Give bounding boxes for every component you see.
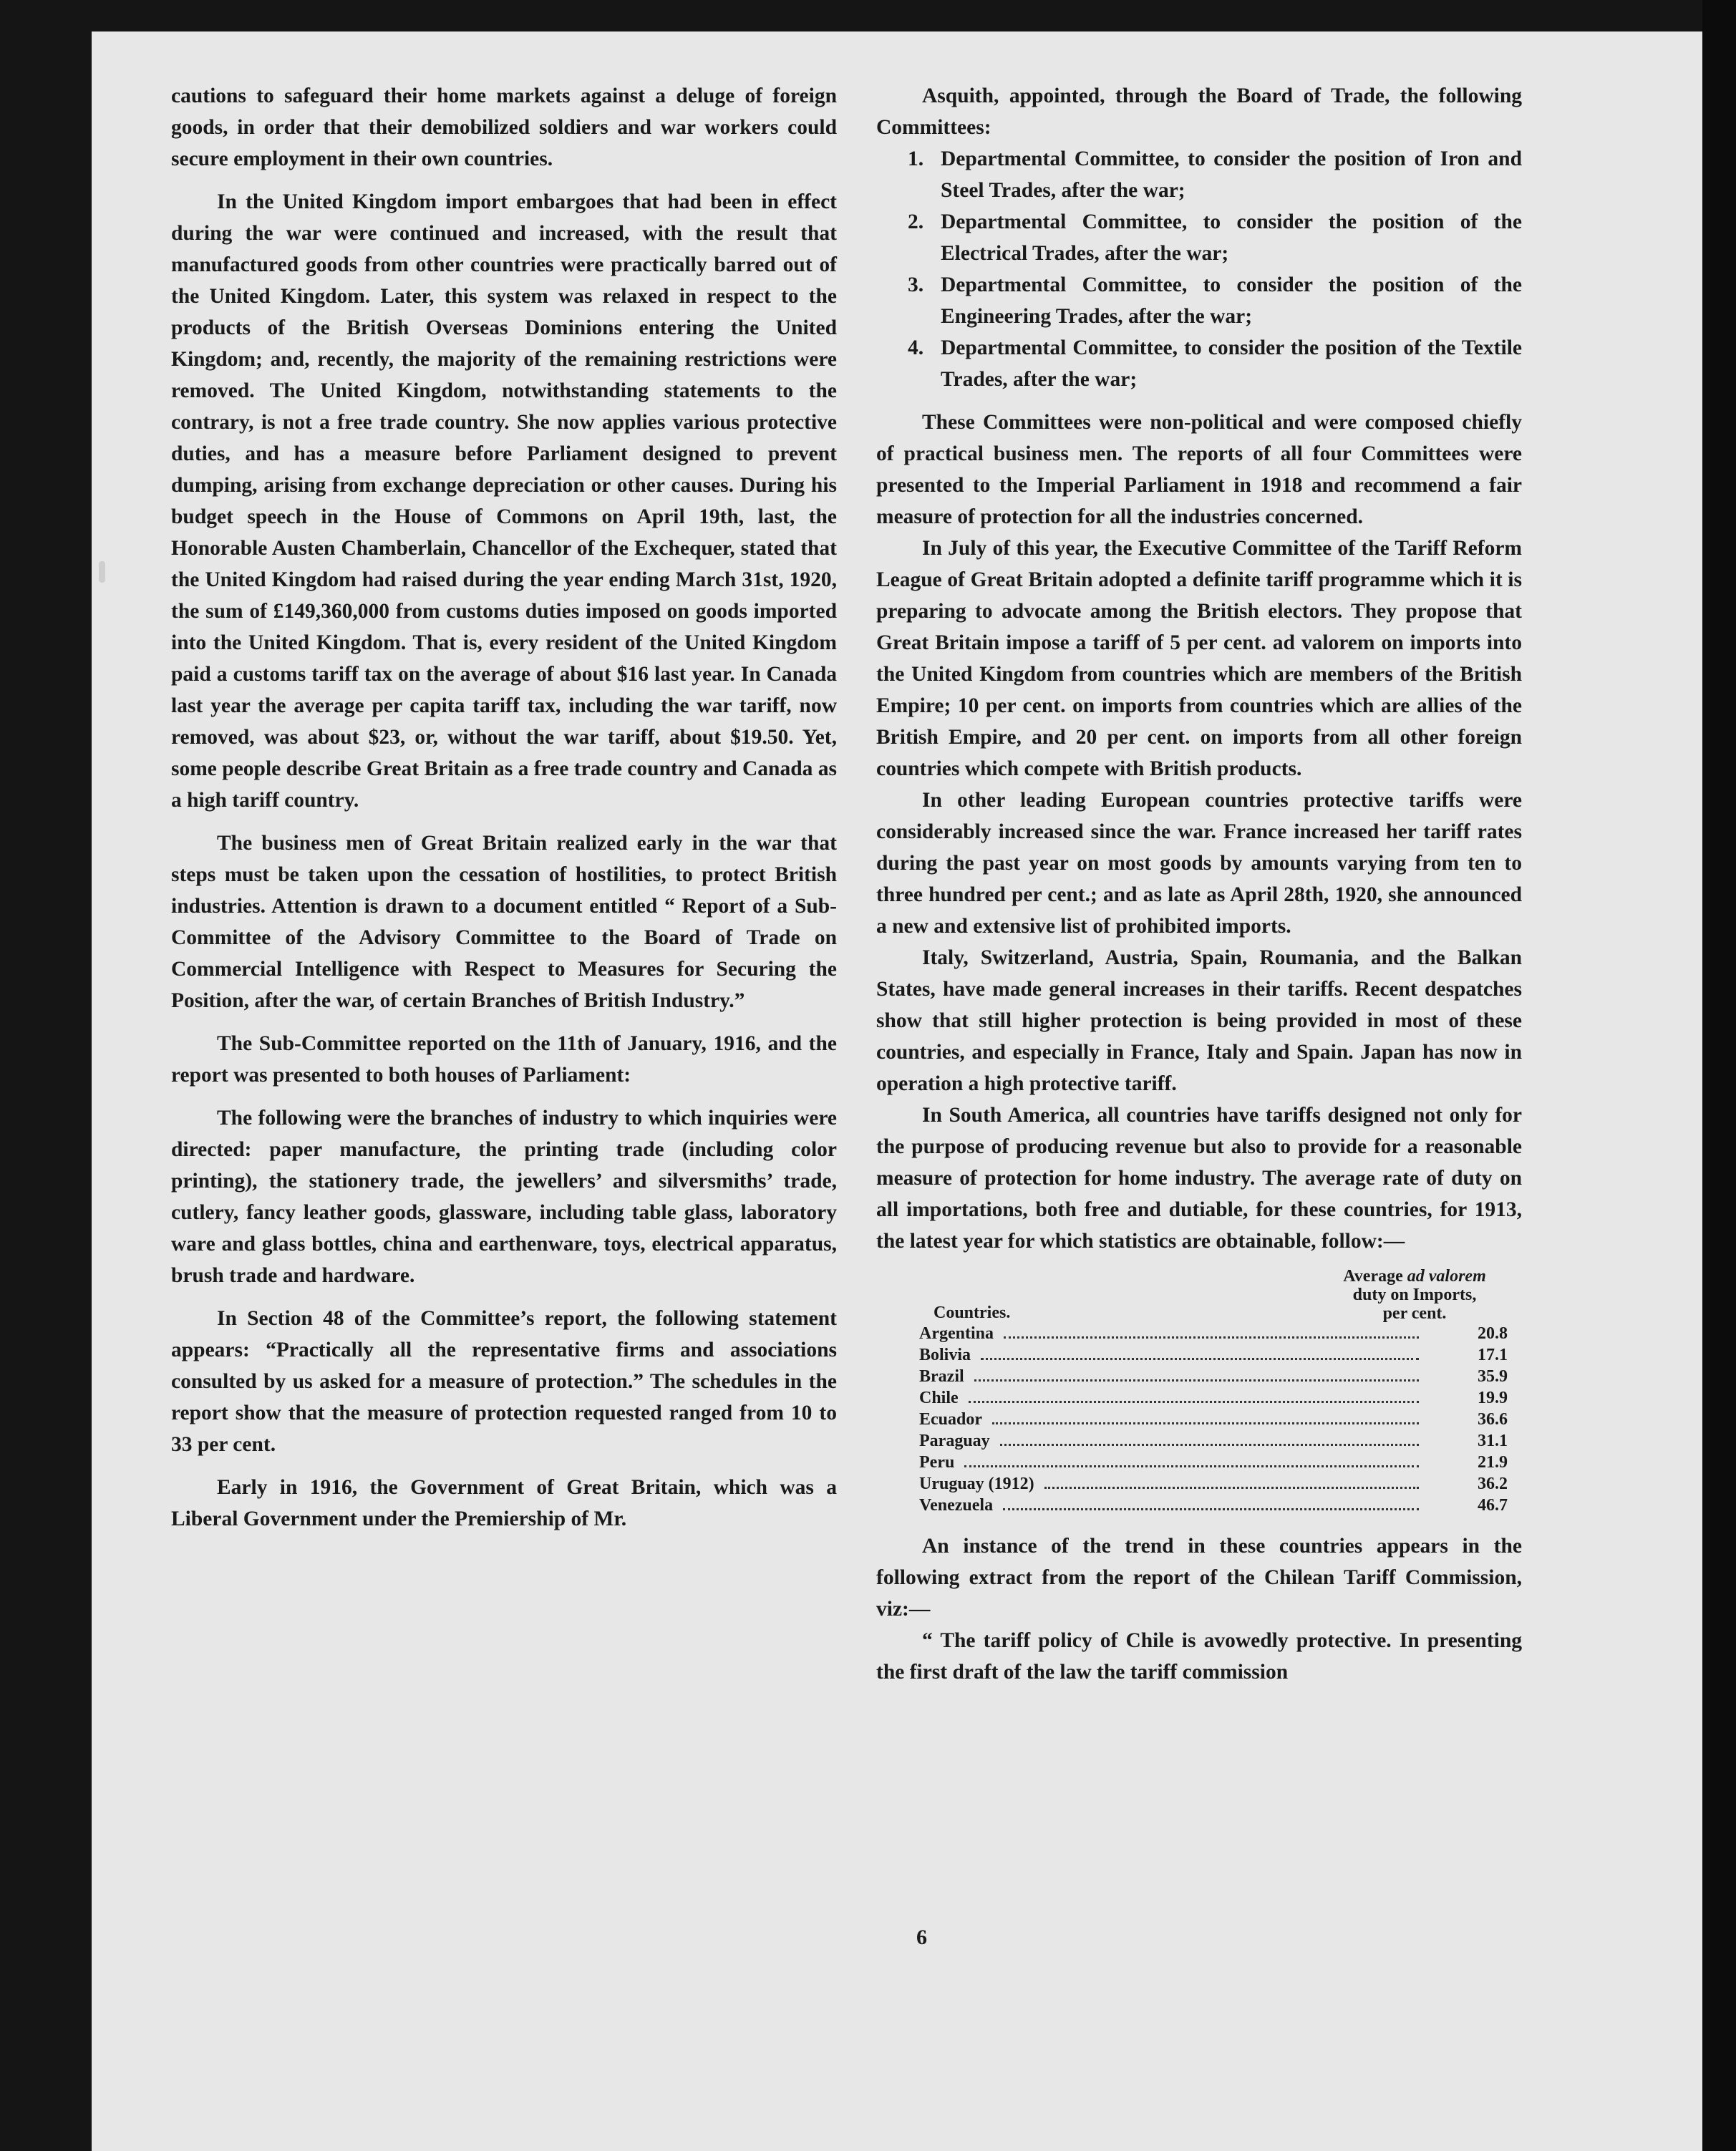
scan-binding-edge (1702, 0, 1736, 2151)
paragraph: The following were the branches of industry to which inquiries were directed: paper manufacture, the printing trade (including color printing), the stationery trade, the jewellers’ and silversmiths’ trade, cutlery, fancy leather goods, glassware, including table glass, laboratory ware and glass bottles, china and earthenware, toys, electrical apparatus, brush trade and hardware. (171, 1107, 837, 1287)
column-header-country: Countries. (934, 1303, 1011, 1322)
committee-item (908, 269, 1522, 332)
committee-number: 4. (908, 336, 924, 359)
committee-number: 2. (908, 210, 924, 233)
paragraph: Early in 1916, the Government of Great Britain, which was a Liberal Government under the Premiership of Mr. (171, 1476, 837, 1530)
dot-leader (964, 1465, 1419, 1467)
country-name: Venezuela (919, 1496, 994, 1515)
paragraph: In July of this year, the Executive Committee of the Tariff Reform League of Great Britain adopted a definite tariff programme which it is preparing to advocate among the British electors. They propose that Great Britain impose a tariff of 5 per cent. ad valorem on imports into the United Kingdom from countries which are members of the British Empire; 10 per cent. on imports from countries which are allies of the British Empire, and 20 per cent. on imports from all other foreign countries which compete with British products. (876, 537, 1522, 780)
country-name: Brazil (919, 1367, 964, 1386)
left-column (171, 80, 837, 1535)
paragraph: Asquith, appointed, through the Board of Trade, the following Committees: (876, 84, 1522, 139)
dot-leader (1044, 1487, 1419, 1489)
paragraph: An instance of the trend in these countries appears in the following extract from the report of the Chilean Tariff Commission, viz:— (876, 1535, 1522, 1621)
table-row (919, 1387, 1522, 1409)
country-name: Peru (919, 1453, 955, 1472)
right-column (876, 80, 1522, 1688)
paragraph: These Committees were non-political and were composed chiefly of practical business men. The reports of all four Committees were presented to the Imperial Parliament in 1918 and recommend a fair measure of protection for all the industries concerned. (876, 411, 1522, 528)
country-name: Chile (919, 1389, 959, 1407)
committee-list (876, 143, 1522, 395)
header-duty-line: per cent. (1382, 1304, 1447, 1323)
dot-leader (981, 1358, 1419, 1360)
paragraph: In South America, all countries have tariffs designed not only for the purpose of producing revenue but also to provide for a reasonable measure of protection for home industry. The average rate of duty on all importations, both free and dutiable, for these countries, for 1913, the latest year for which statistics are obtainable, follow:— (876, 1104, 1522, 1253)
duty-value: 20.8 (1478, 1324, 1508, 1343)
table-row (919, 1323, 1522, 1344)
duty-value: 21.9 (1478, 1453, 1508, 1472)
table-header (919, 1267, 1522, 1323)
duty-value: 36.6 (1478, 1410, 1508, 1429)
dot-leader (992, 1422, 1419, 1424)
committee-text: Departmental Committee, to consider the position of the Textile Trades, after the war; (941, 336, 1522, 391)
paragraph: In other leading European countries protective tariffs were considerably increased since the war. France increased her tariff rates during the past year on most goods by amounts varying from ten to three hundred per cent.; and as late as April 28th, 1920, she announced a new and extensive list of prohibited imports. (876, 789, 1522, 938)
country-name: Argentina (919, 1324, 994, 1343)
committee-number: 3. (908, 273, 924, 296)
committee-text: Departmental Committee, to consider the position of the Electrical Trades, after the war; (941, 210, 1522, 265)
paragraph: In Section 48 of the Committee’s report, the following statement appears: “Practically all the representative firms and associations consulted by us asked for a measure of protection.” The schedules in the report show that the measure of protection requested ranged from 10 to 33 per cent. (171, 1307, 837, 1456)
column-header-duty (1307, 1267, 1522, 1323)
table-row (919, 1473, 1522, 1495)
quote-paragraph: “ The tariff policy of Chile is avowedly protective. In presenting the first draft of the law the tariff commission (876, 1629, 1522, 1684)
table-row (919, 1452, 1522, 1473)
table-row (919, 1430, 1522, 1452)
duty-table (876, 1267, 1522, 1516)
duty-value: 17.1 (1478, 1346, 1508, 1364)
duty-value: 46.7 (1478, 1496, 1508, 1515)
paragraph: In the United Kingdom import embargoes that had been in effect during the war were continued and increased, with the result that manufactured goods from other countries were practically barred out of the United Kingdom. Later, this system was relaxed in respect to the products of the British Overseas Dominions entering the United Kingdom; and, recently, the majority of the remaining restrictions were removed. The United Kingdom, notwithstanding statements to the contrary, is not a free trade country. She now applies various protective duties, and has a measure before Parliament designed to prevent dumping, arising from exchange depreciation or other causes. During his budget speech in the House of Commons on April 19th, last, the Honorable Austen Chamberlain, Chancellor of the Exchequer, stated that the United Kingdom had raised during the year ending March 31st, 1920, the sum of £149,360,000 from customs duties imposed on goods imported into the United Kingdom. That is, every resident of the United Kingdom paid a customs tariff tax on the average of about $16 last year. In Canada last year the average per capita tariff tax, including the war tariff, now removed, was about $23, or, without the war tariff, about $19.50. Yet, some people describe Great Britain as a free trade country and Canada as a high tariff country. (171, 190, 837, 812)
committee-item (908, 143, 1522, 206)
committee-text: Departmental Committee, to consider the position of the Engineering Trades, after the war; (941, 273, 1522, 328)
table-row (919, 1344, 1522, 1366)
table-row (919, 1495, 1522, 1516)
dot-leader (1000, 1444, 1419, 1446)
duty-value: 31.1 (1478, 1432, 1508, 1450)
dot-leader (1003, 1508, 1419, 1510)
scan-speck (99, 561, 105, 583)
country-name: Bolivia (919, 1346, 971, 1364)
table-row (919, 1409, 1522, 1430)
paragraph: The Sub-Committee reported on the 11th of January, 1916, and the report was presented to both houses of Parliament: (171, 1032, 837, 1087)
paragraph: cautions to safeguard their home markets against a deluge of foreign goods, in order that their demobilized soldiers and war workers could secure employment in their own countries. (171, 84, 837, 170)
committee-item (908, 206, 1522, 269)
paragraph: Italy, Switzerland, Austria, Spain, Roumania, and the Balkan States, have made general increases in their tariffs. Recent despatches show that still higher protection is being provided in most of these countries, and especially in France, Italy and Spain. Japan has now in operation a high protective tariff. (876, 946, 1522, 1095)
dot-leader (974, 1379, 1419, 1382)
committee-text: Departmental Committee, to consider the position of Iron and Steel Trades, after the war; (941, 147, 1522, 202)
dot-leader (969, 1401, 1419, 1403)
duty-value: 19.9 (1478, 1389, 1508, 1407)
header-duty-line: Average (1343, 1267, 1403, 1286)
country-name: Uruguay (1912) (919, 1475, 1034, 1493)
committee-item (908, 332, 1522, 395)
table-row (919, 1366, 1522, 1387)
dot-leader (1004, 1336, 1419, 1339)
country-name: Paraguay (919, 1432, 990, 1450)
duty-value: 35.9 (1478, 1367, 1508, 1386)
country-name: Ecuador (919, 1410, 983, 1429)
page-number: 6 (916, 1926, 927, 1949)
paragraph: The business men of Great Britain realized early in the war that steps must be taken upon the cessation of hostilities, to protect British industries. Attention is drawn to a document entitled “ Report of a Sub-Committee of the Advisory Committee to the Board of Trade on Commercial Intelligence with Respect to Measures for Securing the Position, after the war, of certain Branches of British Industry.” (171, 832, 837, 1012)
committee-number: 1. (908, 147, 924, 170)
header-duty-italic: ad valorem (1407, 1267, 1486, 1286)
duty-value: 36.2 (1478, 1475, 1508, 1493)
header-duty-line: duty on Imports, (1352, 1286, 1477, 1304)
